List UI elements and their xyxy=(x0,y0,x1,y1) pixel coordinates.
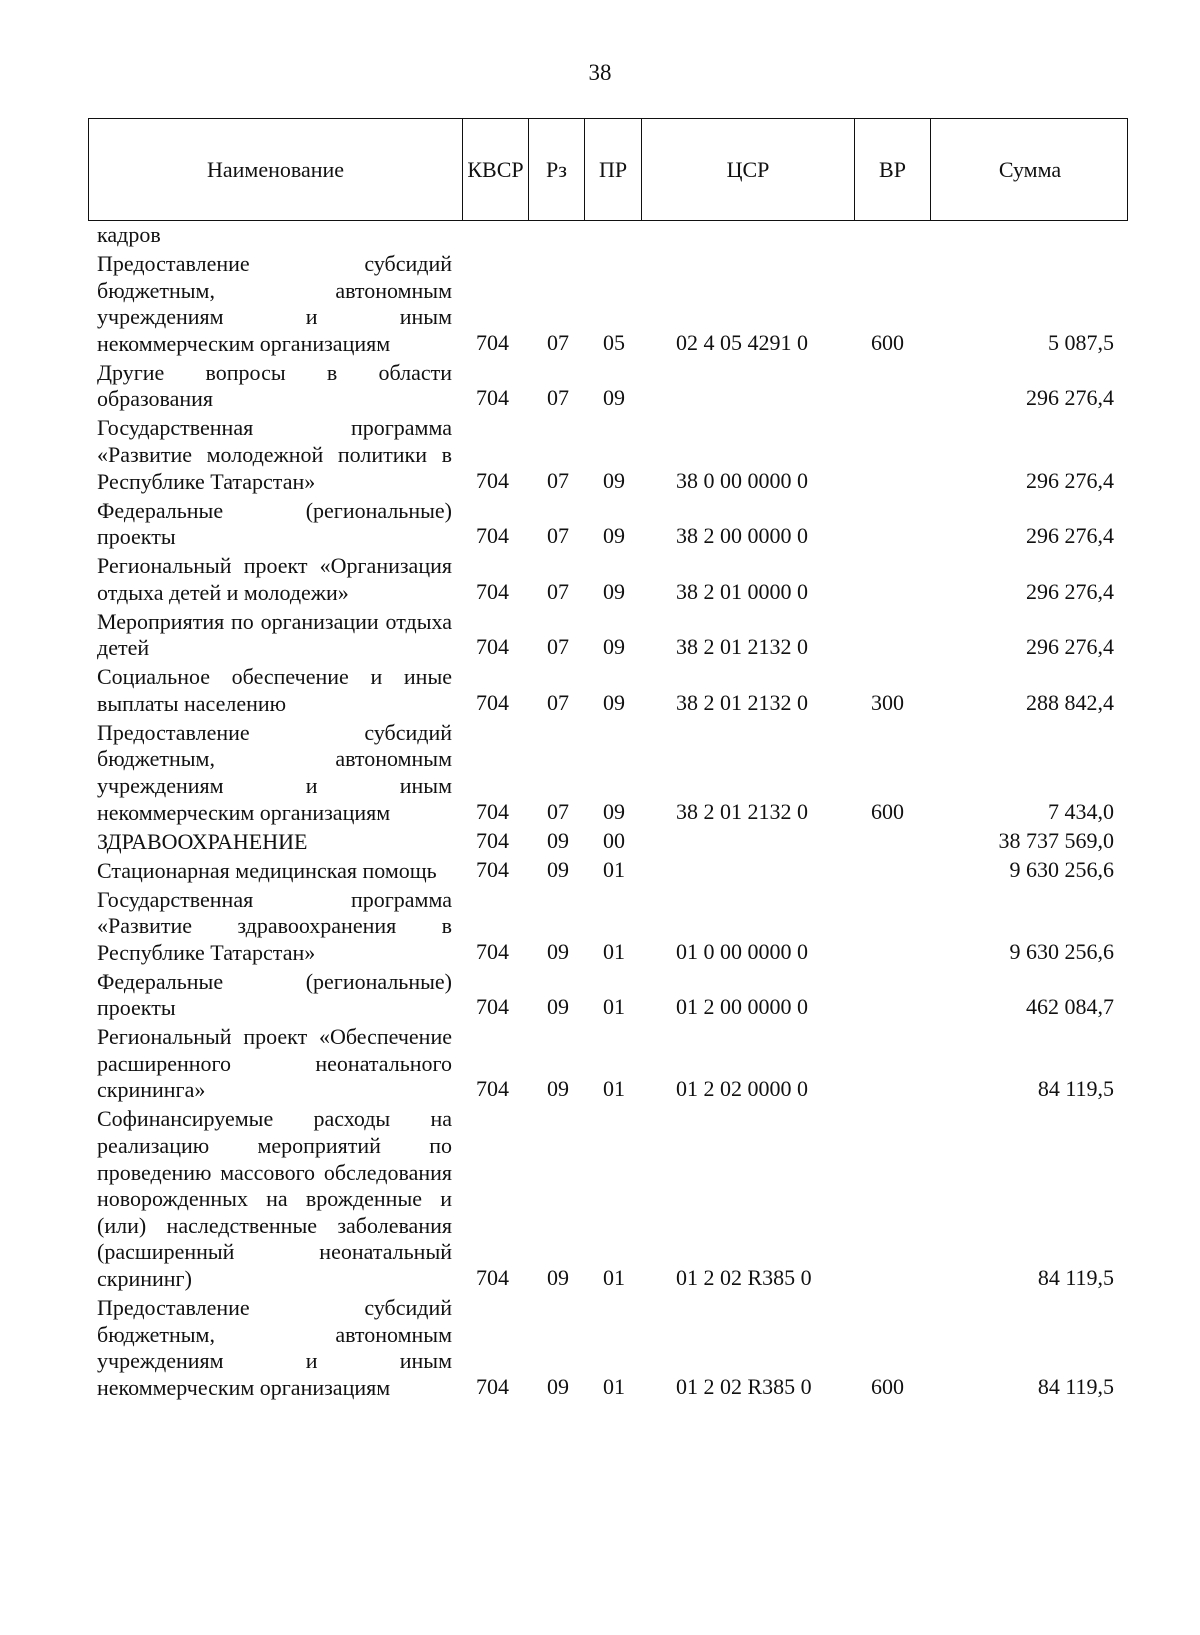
row-csr: 01 0 00 0000 0 xyxy=(676,938,808,964)
row-name: Региональный проект «Организация отдыха детей и молодежи» xyxy=(97,553,452,605)
row-kvsr: 704 xyxy=(476,798,509,824)
row-sum: 296 276,4 xyxy=(1026,578,1114,604)
row-kvsr: 704 xyxy=(476,329,509,355)
row-name: Предоставление субсидий бюджетным, автономным учреждениям и иным некоммерческим организациям xyxy=(97,719,452,825)
row-sum: 462 084,7 xyxy=(1026,994,1114,1020)
row-pr: 09 xyxy=(603,523,625,549)
table-row xyxy=(0,858,1200,885)
row-name: Государственная программа «Развитие здравоохранения в Республике Татарстан» xyxy=(97,886,452,965)
row-vr: 600 xyxy=(871,329,904,355)
row-kvsr: 704 xyxy=(476,634,509,660)
row-csr: 38 2 00 0000 0 xyxy=(676,523,808,549)
row-rz: 07 xyxy=(547,798,569,824)
row-kvsr: 704 xyxy=(476,578,509,604)
row-vr: 600 xyxy=(871,798,904,824)
row-name: Мероприятия по организации отдыха детей xyxy=(97,608,452,661)
row-pr: 09 xyxy=(603,578,625,604)
table-row xyxy=(0,498,1200,551)
row-vr: 600 xyxy=(871,1373,904,1399)
table-row xyxy=(0,664,1200,717)
row-name: Стационарная медицинская помощь xyxy=(97,857,437,883)
row-sum: 38 737 569,0 xyxy=(998,827,1114,853)
row-name: Федеральные (региональные) проекты xyxy=(97,497,452,550)
table-row xyxy=(0,720,1200,826)
header-kvsr: КВСР xyxy=(462,119,528,220)
row-csr: 01 2 00 0000 0 xyxy=(676,994,808,1020)
row-sum: 296 276,4 xyxy=(1026,467,1114,493)
row-pr: 01 xyxy=(603,938,625,964)
table-body xyxy=(0,222,1200,1401)
row-pr: 01 xyxy=(603,856,625,882)
row-rz: 07 xyxy=(547,578,569,604)
header-pr: ПР xyxy=(584,119,641,220)
row-name: ЗДРАВООХРАНЕНИЕ xyxy=(97,828,308,854)
row-sum: 84 119,5 xyxy=(1037,1076,1114,1102)
table-row xyxy=(0,1295,1200,1401)
row-csr: 38 2 01 0000 0 xyxy=(676,578,808,604)
table-row xyxy=(0,1106,1200,1292)
row-pr: 01 xyxy=(603,994,625,1020)
table-row xyxy=(0,887,1200,967)
table-row xyxy=(0,969,1200,1022)
row-csr: 38 2 01 2132 0 xyxy=(676,798,808,824)
row-sum: 84 119,5 xyxy=(1037,1373,1114,1399)
row-pr: 09 xyxy=(603,798,625,824)
header-rz: Рз xyxy=(528,119,584,220)
row-rz: 07 xyxy=(547,634,569,660)
row-pr: 09 xyxy=(603,634,625,660)
row-kvsr: 704 xyxy=(476,994,509,1020)
row-kvsr: 704 xyxy=(476,385,509,411)
row-csr: 02 4 05 4291 0 xyxy=(676,329,808,355)
row-rz: 07 xyxy=(547,329,569,355)
row-sum: 84 119,5 xyxy=(1037,1265,1114,1291)
row-name: Софинансируемые расходы на реализацию мероприятий по проведению массового обследования новорожденных на врожденные и (или) наследственные заболевания (расширенный неонатальный скрининг) xyxy=(97,1106,452,1292)
header-vr: ВР xyxy=(854,119,930,220)
row-name: Другие вопросы в области образования xyxy=(97,359,452,412)
row-csr: 38 0 00 0000 0 xyxy=(676,467,808,493)
table-row xyxy=(0,1024,1200,1104)
row-rz: 09 xyxy=(547,938,569,964)
row-sum: 296 276,4 xyxy=(1026,385,1114,411)
row-pr: 05 xyxy=(603,329,625,355)
row-name: Предоставление субсидий бюджетным, автономным учреждениям и иным некоммерческим организациям xyxy=(97,1295,452,1400)
row-csr: 01 2 02 R385 0 xyxy=(676,1265,812,1291)
row-kvsr: 704 xyxy=(476,689,509,715)
row-csr: 01 2 02 0000 0 xyxy=(676,1076,808,1102)
row-name: Предоставление субсидий бюджетным, автономным учреждениям и иным некоммерческим организациям xyxy=(97,250,452,356)
row-sum: 7 434,0 xyxy=(1048,798,1114,824)
table-row xyxy=(0,553,1200,606)
table-row xyxy=(0,415,1200,495)
row-rz: 07 xyxy=(547,689,569,715)
row-name: Федеральные (региональные) проекты xyxy=(97,968,452,1021)
row-csr: 38 2 01 2132 0 xyxy=(676,634,808,660)
header-sum: Сумма xyxy=(930,119,1129,220)
row-rz: 09 xyxy=(547,856,569,882)
row-sum: 288 842,4 xyxy=(1026,689,1114,715)
row-rz: 09 xyxy=(547,1373,569,1399)
row-rz: 09 xyxy=(547,827,569,853)
table-row xyxy=(0,251,1200,357)
row-kvsr: 704 xyxy=(476,1265,509,1291)
row-pr: 09 xyxy=(603,689,625,715)
row-kvsr: 704 xyxy=(476,827,509,853)
row-csr: 01 2 02 R385 0 xyxy=(676,1373,812,1399)
row-name: Социальное обеспечение и иные выплаты населению xyxy=(97,664,452,716)
row-pr: 09 xyxy=(603,385,625,411)
row-rz: 07 xyxy=(547,385,569,411)
row-pr: 01 xyxy=(603,1265,625,1291)
row-rz: 07 xyxy=(547,523,569,549)
row-sum: 296 276,4 xyxy=(1026,523,1114,549)
row-kvsr: 704 xyxy=(476,938,509,964)
row-pr: 01 xyxy=(603,1373,625,1399)
row-name: Государственная программа «Развитие молодежной политики в Республике Татарстан» xyxy=(97,415,452,494)
row-pr: 01 xyxy=(603,1076,625,1102)
row-sum: 5 087,5 xyxy=(1048,329,1114,355)
row-sum: 9 630 256,6 xyxy=(1009,856,1114,882)
row-pr: 00 xyxy=(603,827,625,853)
row-name: Региональный проект «Обеспечение расширенного неонатального скрининга» xyxy=(97,1024,452,1103)
row-kvsr: 704 xyxy=(476,1076,509,1102)
row-rz: 09 xyxy=(547,1265,569,1291)
row-vr: 300 xyxy=(871,689,904,715)
row-rz: 09 xyxy=(547,994,569,1020)
table-row xyxy=(0,360,1200,413)
row-kvsr: 704 xyxy=(476,467,509,493)
table-row xyxy=(0,222,1200,249)
row-csr: 38 2 01 2132 0 xyxy=(676,689,808,715)
table-row xyxy=(0,829,1200,856)
row-name: кадров xyxy=(97,222,161,247)
row-pr: 09 xyxy=(603,467,625,493)
header-csr: ЦСР xyxy=(641,119,854,220)
page-number: 38 xyxy=(588,60,612,85)
row-rz: 09 xyxy=(547,1076,569,1102)
row-rz: 07 xyxy=(547,467,569,493)
row-kvsr: 704 xyxy=(476,1373,509,1399)
row-kvsr: 704 xyxy=(476,856,509,882)
table-row xyxy=(0,609,1200,662)
table-header xyxy=(88,118,1128,221)
row-kvsr: 704 xyxy=(476,523,509,549)
header-name: Наименование xyxy=(206,156,345,182)
row-sum: 9 630 256,6 xyxy=(1009,938,1114,964)
row-sum: 296 276,4 xyxy=(1026,634,1114,660)
